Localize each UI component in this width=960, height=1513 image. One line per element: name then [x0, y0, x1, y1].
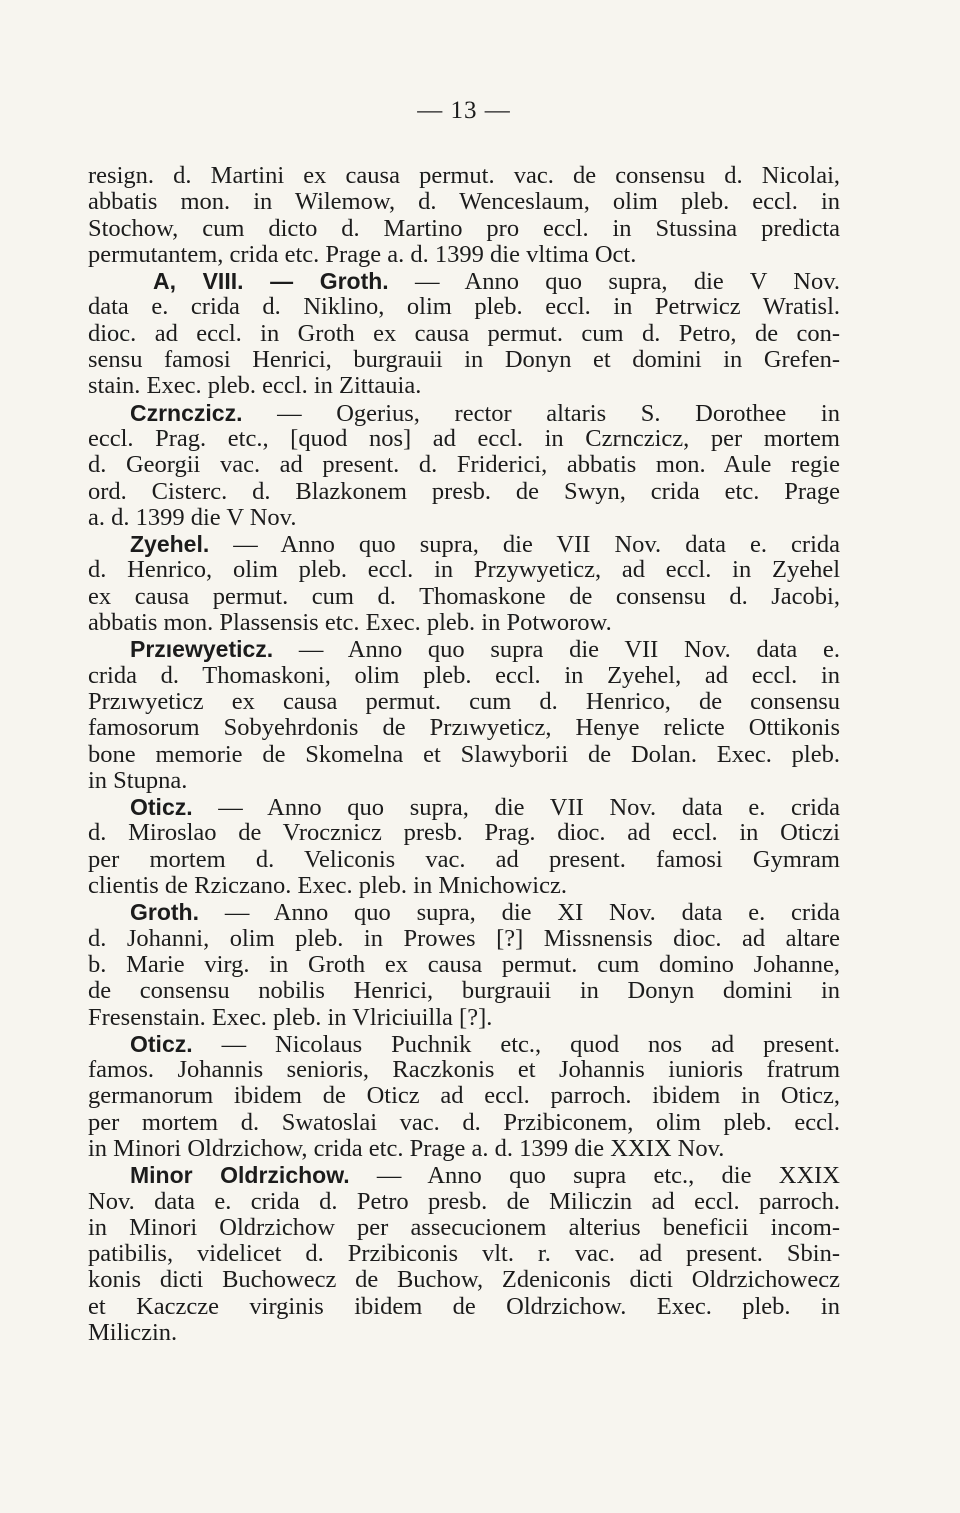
line-text: clientis de Rziczano. Exec. pleb. in Mnichowicz.	[88, 872, 567, 900]
line-text: per mortem d. Swatoslai vac. d. Przibiconem, olim pleb. eccl.	[88, 1108, 840, 1136]
line-text: Nov. data e. crida d. Petro presb. de Miliczin ad eccl. parroch.	[88, 1187, 840, 1215]
text-line	[88, 610, 840, 636]
text-line	[88, 321, 840, 347]
line-text: de consensu nobilis Henrici, burgrauii in Donyn domini in	[88, 977, 840, 1005]
line-text: d. Georgii vac. ad present. d. Friderici, abbatis mon. Aule regie	[88, 451, 840, 479]
text-line	[88, 636, 840, 662]
entry-heading: Zyehel.	[130, 531, 210, 558]
text-line	[88, 268, 840, 294]
line-text: d. Johanni, olim pleb. in Prowes [?] Missnensis dioc. ad altare	[88, 924, 840, 952]
text-line	[88, 847, 840, 873]
text-line	[88, 742, 840, 768]
page-number: — 13 —	[417, 97, 511, 124]
text-line	[88, 557, 840, 583]
line-text: data e. crida d. Niklino, olim pleb. eccl. in Petrwicz Wratisl.	[88, 293, 840, 321]
text-line	[88, 1241, 840, 1267]
line-text: a. d. 1399 die V Nov.	[88, 503, 297, 531]
line-text: dioc. ad eccl. in Groth ex causa permut. cum d. Petro, de con-	[88, 319, 840, 347]
text-line	[88, 505, 840, 531]
line-text: abbatis mon. in Wilemow, d. Wenceslaum, olim pleb. eccl. in	[88, 188, 840, 216]
text-line	[88, 978, 840, 1004]
line-text: — Nicolaus Puchnik etc., quod nos ad present.	[192, 1030, 840, 1058]
text-line	[88, 584, 840, 610]
line-text: — Anno quo supra, die VII Nov. data e. crida	[209, 531, 840, 559]
line-text: d. Miroslao de Vrocznicz presb. Prag. dioc. ad eccl. in Oticzi	[88, 819, 840, 847]
text-line	[88, 1057, 840, 1083]
entry-heading: Oticz.	[130, 1030, 193, 1057]
line-text: ord. Cisterc. d. Blazkonem presb. de Swyn, crida etc. Prage	[88, 477, 840, 505]
line-text: patibilis, videlicet d. Przibiconis vlt. r. vac. ad present. Sbin-	[88, 1240, 840, 1268]
text-line	[88, 794, 840, 820]
text-line	[88, 1294, 840, 1320]
document-body	[88, 163, 840, 1346]
line-text: famos. Johannis senioris, Raczkonis et Johannis iunioris fratrum	[88, 1056, 840, 1084]
line-text: resign. d. Martini ex causa permut. vac. de consensu d. Nicolai,	[88, 162, 840, 189]
line-text: — Anno quo supra, die VII Nov. data e. crida	[192, 794, 840, 822]
line-text: germanorum ibidem de Oticz ad eccl. parroch. ibidem in Oticz,	[88, 1082, 840, 1110]
text-line	[88, 216, 840, 242]
line-text: ex causa permut. cum d. Thomaskone de consensu d. Jacobi,	[88, 582, 840, 610]
text-line	[88, 899, 840, 925]
entry-heading: A, VIII. — Groth.	[153, 268, 389, 295]
entry-heading: Oticz.	[130, 794, 193, 821]
text-line	[88, 242, 840, 268]
line-text: in Minori Oldrzichow, crida etc. Prage a. d. 1399 die XXIX Nov.	[88, 1134, 725, 1162]
line-text: b. Marie virg. in Groth ex causa permut. cum domino Johanne,	[88, 950, 840, 978]
text-line	[88, 294, 840, 320]
text-line	[88, 926, 840, 952]
text-line	[88, 1031, 840, 1057]
line-text: — Anno quo supra, die V Nov.	[388, 268, 841, 296]
text-line	[88, 952, 840, 978]
line-text: bone memorie de Skomelna et Slawyborii de Dolan. Exec. pleb.	[88, 740, 840, 768]
text-line	[88, 873, 840, 899]
line-text: permutantem, crida etc. Prage a. d. 1399 die vltima Oct.	[88, 240, 637, 268]
text-line	[88, 400, 840, 426]
text-line	[88, 479, 840, 505]
entry-heading: Czrnczicz.	[130, 399, 243, 426]
text-line	[88, 163, 840, 189]
text-line	[88, 820, 840, 846]
text-line	[88, 1083, 840, 1109]
line-text: in Stupna.	[88, 766, 188, 794]
entry-heading: Przıewyeticz.	[130, 636, 274, 663]
entry-heading: Groth.	[130, 899, 199, 926]
line-text: Fresenstain. Exec. pleb. in Vlriciuilla [?].	[88, 1003, 493, 1031]
text-line	[88, 1189, 840, 1215]
line-text: — Ogerius, rector altaris S. Dorothee in	[242, 399, 840, 427]
text-line	[88, 715, 840, 741]
line-text: — Anno quo supra etc., die XXIX	[349, 1162, 840, 1190]
text-line	[88, 689, 840, 715]
text-line	[88, 347, 840, 373]
line-text: d. Henrico, olim pleb. eccl. in Przywyeticz, ad eccl. in Zyehel	[88, 556, 840, 584]
text-line	[88, 1110, 840, 1136]
text-line	[88, 1320, 840, 1346]
line-text: et Kaczcze virginis ibidem de Oldrzichow. Exec. pleb. in	[88, 1292, 840, 1320]
line-text: per mortem d. Veliconis vac. ad present. famosi Gymram	[88, 845, 840, 873]
text-line	[88, 426, 840, 452]
text-line	[88, 189, 840, 215]
line-text: in Minori Oldrzichow per assecucionem alterius beneficii incom-	[88, 1213, 840, 1241]
text-line	[88, 1215, 840, 1241]
line-text: Miliczin.	[88, 1319, 178, 1347]
text-line	[88, 1136, 840, 1162]
text-line	[88, 452, 840, 478]
line-text: abbatis mon. Plassensis etc. Exec. pleb. in Potworow.	[88, 609, 612, 637]
text-line	[88, 1005, 840, 1031]
line-text: — Anno quo supra die VII Nov. data e.	[273, 636, 840, 664]
line-text: sensu famosi Henrici, burgrauii in Donyn et domini in Grefen-	[88, 346, 840, 374]
text-line	[88, 373, 840, 399]
text-line	[88, 768, 840, 794]
text-line	[88, 531, 840, 557]
text-line	[88, 663, 840, 689]
line-text: famosorum Sobyehrdonis de Przıwyeticz, Henye relicte Ottikonis	[88, 714, 840, 742]
line-text: crida d. Thomaskoni, olim pleb. eccl. in Zyehel, ad eccl. in	[88, 661, 840, 689]
text-line	[88, 1267, 840, 1293]
text-line	[88, 1162, 840, 1188]
entry-heading: Minor Oldrzichow.	[130, 1162, 350, 1189]
line-text: konis dicti Buchowecz de Buchow, Zdeniconis dicti Oldrzichowecz	[88, 1266, 840, 1294]
line-text: stain. Exec. pleb. eccl. in Zittauia.	[88, 372, 422, 400]
line-text: Stochow, cum dicto d. Martino pro eccl. in Stussina predicta	[88, 214, 840, 242]
line-text: — Anno quo supra, die XI Nov. data e. crida	[199, 899, 840, 927]
line-text: eccl. Prag. etc., [quod nos] ad eccl. in Czrnczicz, per mortem	[88, 424, 840, 452]
line-text: Przıwyeticz ex causa permut. cum d. Henrico, de consensu	[88, 687, 840, 715]
